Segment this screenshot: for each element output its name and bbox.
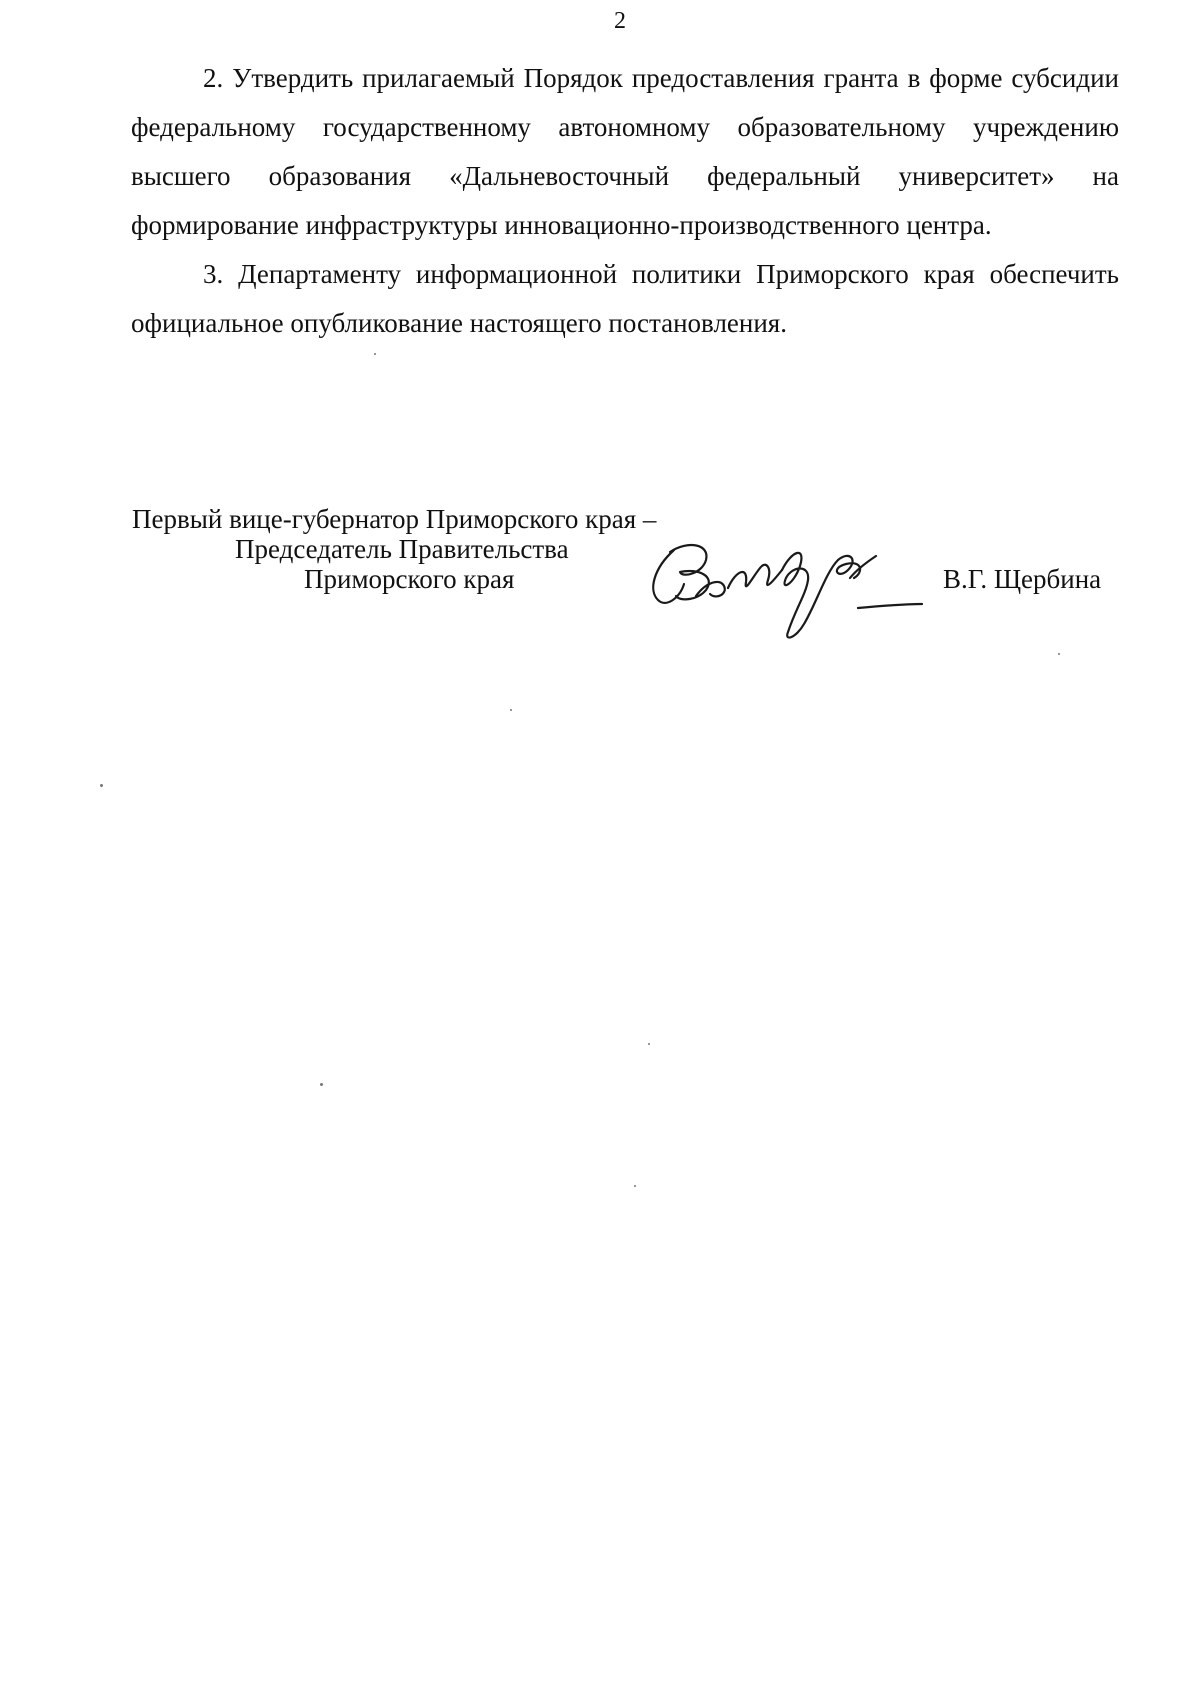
scan-speck [1058,653,1060,655]
scan-speck [100,784,103,787]
scan-speck [510,709,512,711]
signatory-title-line-2: Председатель Правительства [235,534,569,564]
signatory-title-line-1: Первый вице-губернатор Приморского края – [132,504,657,534]
scan-speck [320,1083,323,1086]
page-number: 2 [614,8,626,34]
paragraph-2: 2. Утвердить прилагаемый Порядок предоставления гранта в форме субсидии федеральному государственному автономному образовательному учреждению высшего образования «Дальневосточный федеральный университет» на формирование инфраструктуры инновационно-производственного центра. [131,63,1119,240]
scan-speck [374,353,376,355]
handwritten-signature [640,538,940,658]
signer-name: В.Г. Щербина [943,564,1102,594]
signatory-title-line-3: Приморского края [304,564,515,594]
paragraph-3: 3. Департаменту информационной политики Приморского края обеспечить официальное опубликование настоящего постановления. [131,259,1119,338]
scan-speck [648,1043,650,1045]
scan-speck [634,1185,636,1187]
document-body [131,54,1119,348]
